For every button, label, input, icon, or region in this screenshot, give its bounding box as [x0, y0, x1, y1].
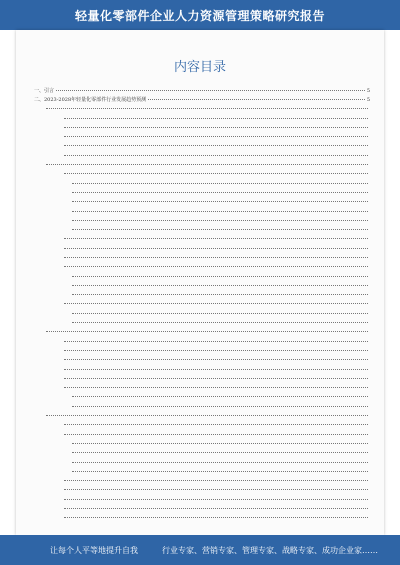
toc-leader-dots — [64, 248, 368, 249]
toc-leader-dots — [72, 285, 368, 286]
toc-entry[interactable] — [34, 449, 370, 458]
toc-entry[interactable] — [34, 123, 370, 132]
toc-leader-dots — [72, 229, 368, 230]
toc-leader-dots — [72, 276, 368, 277]
toc-leader-dots — [64, 489, 368, 490]
toc-leader-dots — [64, 517, 368, 518]
toc-entry[interactable] — [34, 309, 370, 318]
toc-leader-dots — [148, 99, 365, 100]
toc-entry[interactable] — [34, 439, 370, 448]
toc-entry[interactable] — [34, 365, 370, 374]
toc-entry[interactable] — [34, 374, 370, 383]
toc-leader-dots — [64, 303, 368, 304]
toc-entry[interactable] — [34, 95, 370, 104]
toc-entry[interactable] — [34, 384, 370, 393]
toc-entry-page: 5 — [366, 87, 370, 94]
toc-leader-dots — [46, 331, 368, 332]
toc-entry[interactable] — [34, 504, 370, 513]
toc-leader-dots — [72, 313, 368, 314]
toc-leader-dots — [64, 350, 368, 351]
toc-entry[interactable] — [34, 328, 370, 337]
toc-entry[interactable] — [34, 114, 370, 123]
toc-leader-dots — [72, 294, 368, 295]
toc-entry[interactable] — [34, 402, 370, 411]
footer-banner — [0, 535, 400, 565]
toc-leader-dots — [64, 155, 368, 156]
toc-entry[interactable] — [34, 179, 370, 188]
toc-entry[interactable] — [34, 160, 370, 169]
toc-leader-dots — [46, 108, 368, 109]
toc-leader-dots — [72, 183, 368, 184]
toc-entry[interactable] — [34, 105, 370, 114]
toc-leader-dots — [72, 471, 368, 472]
toc-leader-dots — [64, 434, 368, 435]
toc-entry[interactable] — [34, 291, 370, 300]
toc-entry[interactable] — [34, 170, 370, 179]
document-page — [16, 30, 384, 535]
toc-leader-dots — [64, 136, 368, 137]
toc-entry[interactable] — [34, 142, 370, 151]
toc-entry[interactable] — [34, 225, 370, 234]
toc-leader-dots — [72, 452, 368, 453]
toc-leader-dots — [64, 173, 368, 174]
toc-leader-dots — [72, 462, 368, 463]
report-header-banner — [0, 0, 400, 30]
report-title: 轻量化零部件企业人力资源管理策略研究报告 — [74, 8, 325, 23]
toc-entry-label: 一、引言 — [34, 88, 55, 95]
toc-leader-dots — [64, 238, 368, 239]
toc-entry[interactable] — [34, 235, 370, 244]
toc-leader-dots — [46, 164, 368, 165]
toc-entry[interactable] — [34, 486, 370, 495]
toc-leader-dots — [64, 378, 368, 379]
toc-entry-page: 5 — [366, 96, 370, 103]
toc-entry[interactable] — [34, 244, 370, 253]
toc-leader-dots — [72, 396, 368, 397]
toc-heading: 内容目录 — [173, 60, 226, 75]
table-of-contents — [34, 86, 370, 524]
toc-leader-dots — [64, 127, 368, 128]
toc-entry[interactable] — [34, 393, 370, 402]
toc-leader-dots — [56, 90, 365, 91]
toc-entry[interactable] — [34, 207, 370, 216]
toc-entry[interactable] — [34, 495, 370, 504]
toc-leader-dots — [64, 359, 368, 360]
toc-leader-dots — [64, 499, 368, 500]
toc-leader-dots — [72, 220, 368, 221]
toc-leader-dots — [64, 424, 368, 425]
toc-entry[interactable] — [34, 216, 370, 225]
toc-leader-dots — [64, 145, 368, 146]
toc-leader-dots — [64, 341, 368, 342]
footer-experts-text: 行业专家、营销专家、管理专家、战略专家、成功企业家…… — [162, 545, 378, 555]
toc-leader-dots — [64, 257, 368, 258]
toc-entry[interactable] — [34, 253, 370, 262]
toc-leader-dots — [64, 508, 368, 509]
toc-entry[interactable] — [34, 132, 370, 141]
toc-leader-dots — [64, 387, 368, 388]
toc-leader-dots — [72, 211, 368, 212]
toc-entry[interactable] — [34, 476, 370, 485]
toc-leader-dots — [72, 192, 368, 193]
toc-leader-dots — [72, 201, 368, 202]
toc-leader-dots — [64, 369, 368, 370]
toc-leader-dots — [72, 443, 368, 444]
toc-entry[interactable] — [34, 458, 370, 467]
toc-leader-dots — [72, 322, 368, 323]
toc-entry[interactable] — [34, 356, 370, 365]
toc-entry[interactable] — [34, 421, 370, 430]
toc-entry[interactable] — [34, 467, 370, 476]
toc-entry[interactable] — [34, 198, 370, 207]
toc-entry[interactable] — [34, 272, 370, 281]
toc-entry[interactable] — [34, 86, 370, 95]
toc-leader-dots — [64, 266, 368, 267]
toc-leader-dots — [64, 118, 368, 119]
toc-entry[interactable] — [34, 430, 370, 439]
toc-entry[interactable] — [34, 514, 370, 523]
toc-entry[interactable] — [34, 188, 370, 197]
toc-leader-dots — [64, 480, 368, 481]
toc-entry[interactable] — [34, 263, 370, 272]
toc-entry[interactable] — [34, 411, 370, 420]
toc-leader-dots — [46, 415, 368, 416]
toc-entry[interactable] — [34, 281, 370, 290]
toc-entry[interactable] — [34, 151, 370, 160]
footer-slogan: 让每个人平等地提升自我 — [50, 545, 138, 555]
toc-entry[interactable] — [34, 346, 370, 355]
toc-entry-label: 二、2023-2028年轻量化零部件行业发展趋势预测 — [34, 97, 147, 104]
toc-entry[interactable] — [34, 337, 370, 346]
toc-entry[interactable] — [34, 300, 370, 309]
toc-entry[interactable] — [34, 318, 370, 327]
toc-leader-dots — [72, 406, 368, 407]
